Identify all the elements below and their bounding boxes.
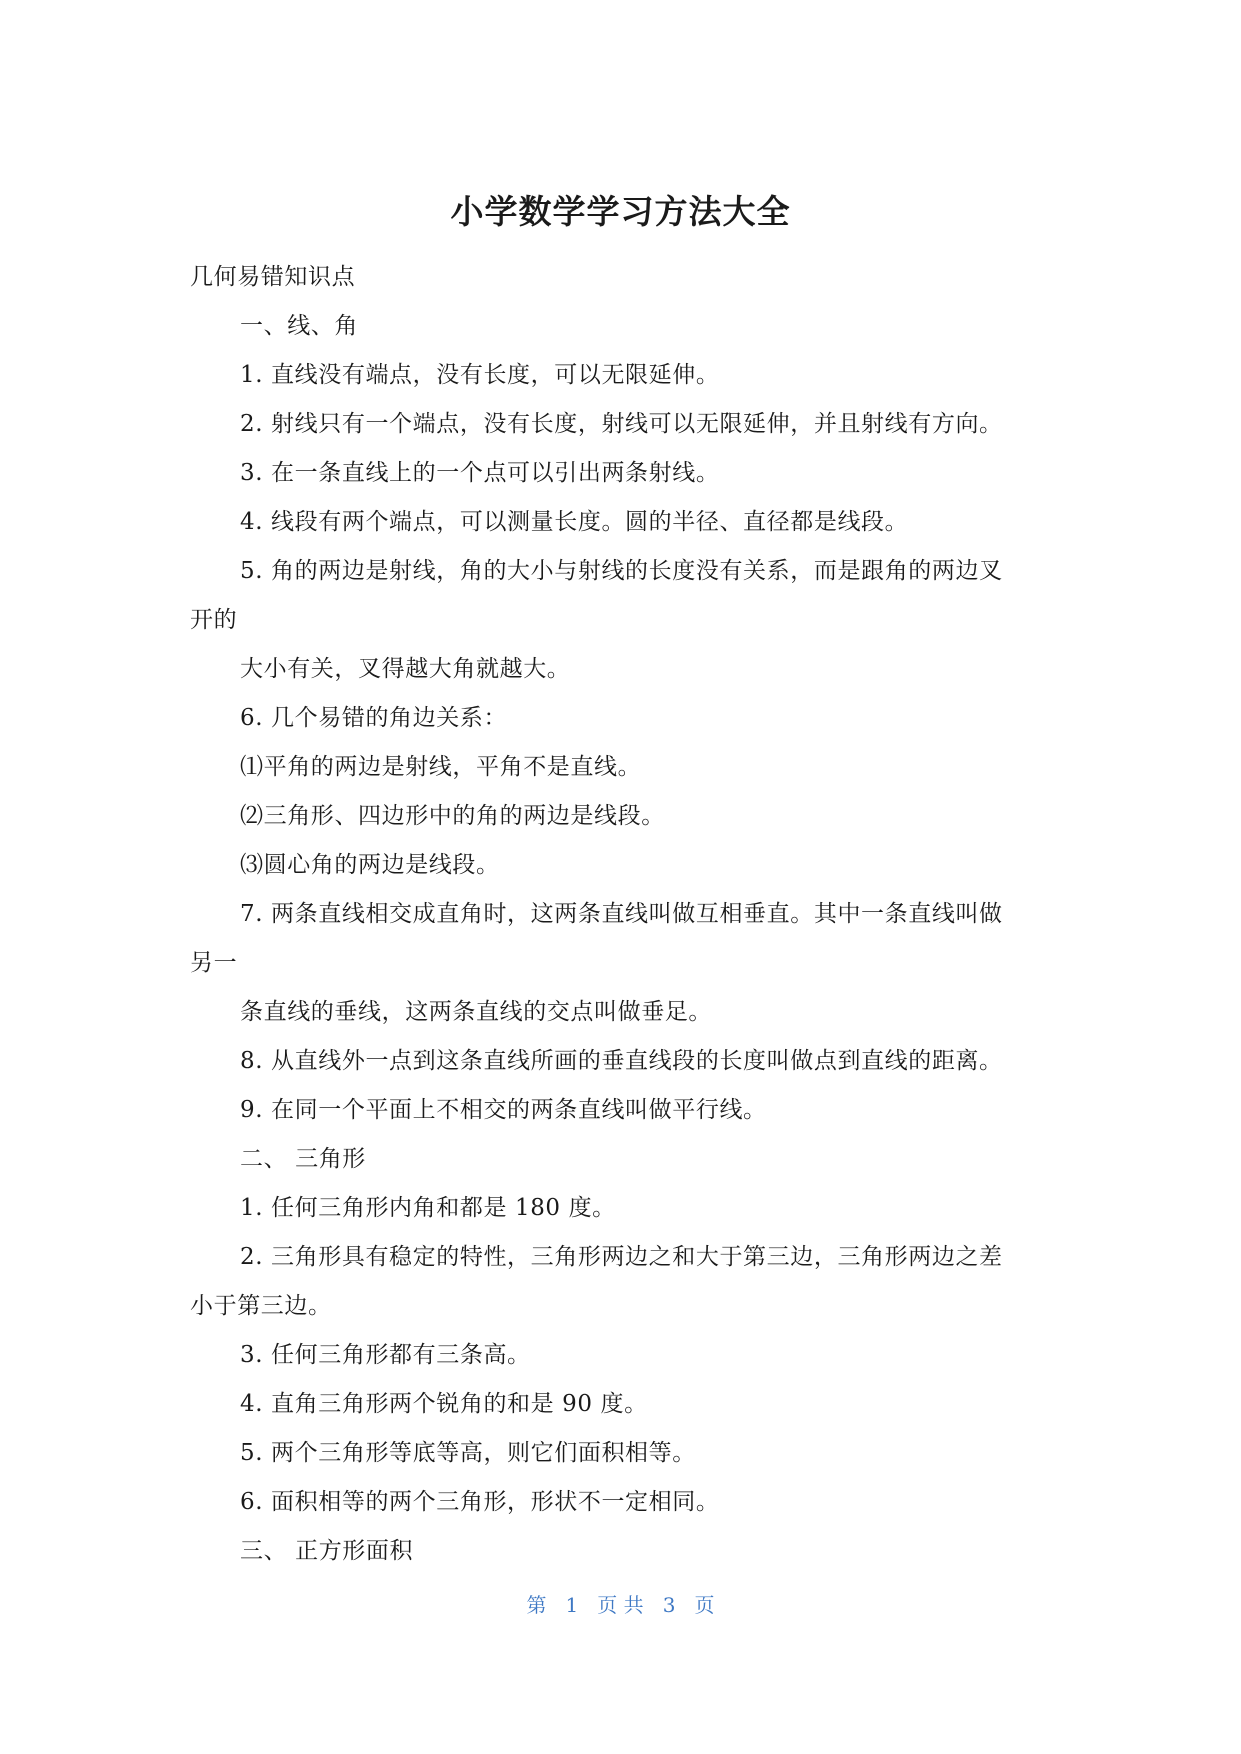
text-line: 一、线、角 [240, 313, 358, 339]
text-line: 1. 任何三角形内角和都是 180 度。 [240, 1195, 616, 1221]
text-line: ⑶圆心角的两边是线段。 [240, 852, 500, 878]
text-line: 6. 面积相等的两个三角形，形状不一定相同。 [240, 1489, 720, 1515]
text-line: 二、 三角形 [240, 1146, 366, 1172]
text-line: 小于第三边。 [190, 1293, 332, 1319]
text-line: 几何易错知识点 [190, 264, 356, 290]
text-line: 2. 射线只有一个端点，没有长度，射线可以无限延伸，并且射线有方向。 [240, 411, 1003, 437]
text-line: 开的 [190, 607, 238, 633]
text-line: 6. 几个易错的角边关系： [240, 705, 508, 731]
text-line: 另一 [190, 950, 238, 976]
text-line: 9. 在同一个平面上不相交的两条直线叫做平行线。 [240, 1097, 767, 1123]
text-line: ⑵三角形、四边形中的角的两边是线段。 [240, 803, 665, 829]
text-line: 3. 在一条直线上的一个点可以引出两条射线。 [240, 460, 720, 486]
text-line: 条直线的垂线，这两条直线的交点叫做垂足。 [240, 999, 712, 1025]
text-line: 1. 直线没有端点，没有长度，可以无限延伸。 [240, 362, 720, 388]
text-line: 5. 角的两边是射线，角的大小与射线的长度没有关系，而是跟角的两边叉 [240, 558, 1003, 584]
text-line: 7. 两条直线相交成直角时，这两条直线叫做互相垂直。其中一条直线叫做 [240, 901, 1003, 927]
text-line: 3. 任何三角形都有三条高。 [240, 1342, 531, 1368]
text-line: 5. 两个三角形等底等高，则它们面积相等。 [240, 1440, 696, 1466]
document-body [190, 253, 1050, 1576]
text-line: 4. 直角三角形两个锐角的和是 90 度。 [240, 1391, 648, 1417]
text-line: ⑴平角的两边是射线，平角不是直线。 [240, 754, 642, 780]
document-title: 小学数学学习方法大全 [450, 192, 791, 231]
text-line: 4. 线段有两个端点，可以测量长度。圆的半径、直径都是线段。 [240, 509, 909, 535]
text-line: 8. 从直线外一点到这条直线所画的垂直线段的长度叫做点到直线的距离。 [240, 1048, 1003, 1074]
text-line: 2. 三角形具有稳定的特性，三角形两边之和大于第三边，三角形两边之差 [240, 1244, 1003, 1270]
text-line: 三、 正方形面积 [240, 1538, 414, 1564]
text-line: 大小有关，叉得越大角就越大。 [240, 656, 571, 682]
page-footer: 第 1 页 共 3 页 [526, 1593, 715, 1617]
